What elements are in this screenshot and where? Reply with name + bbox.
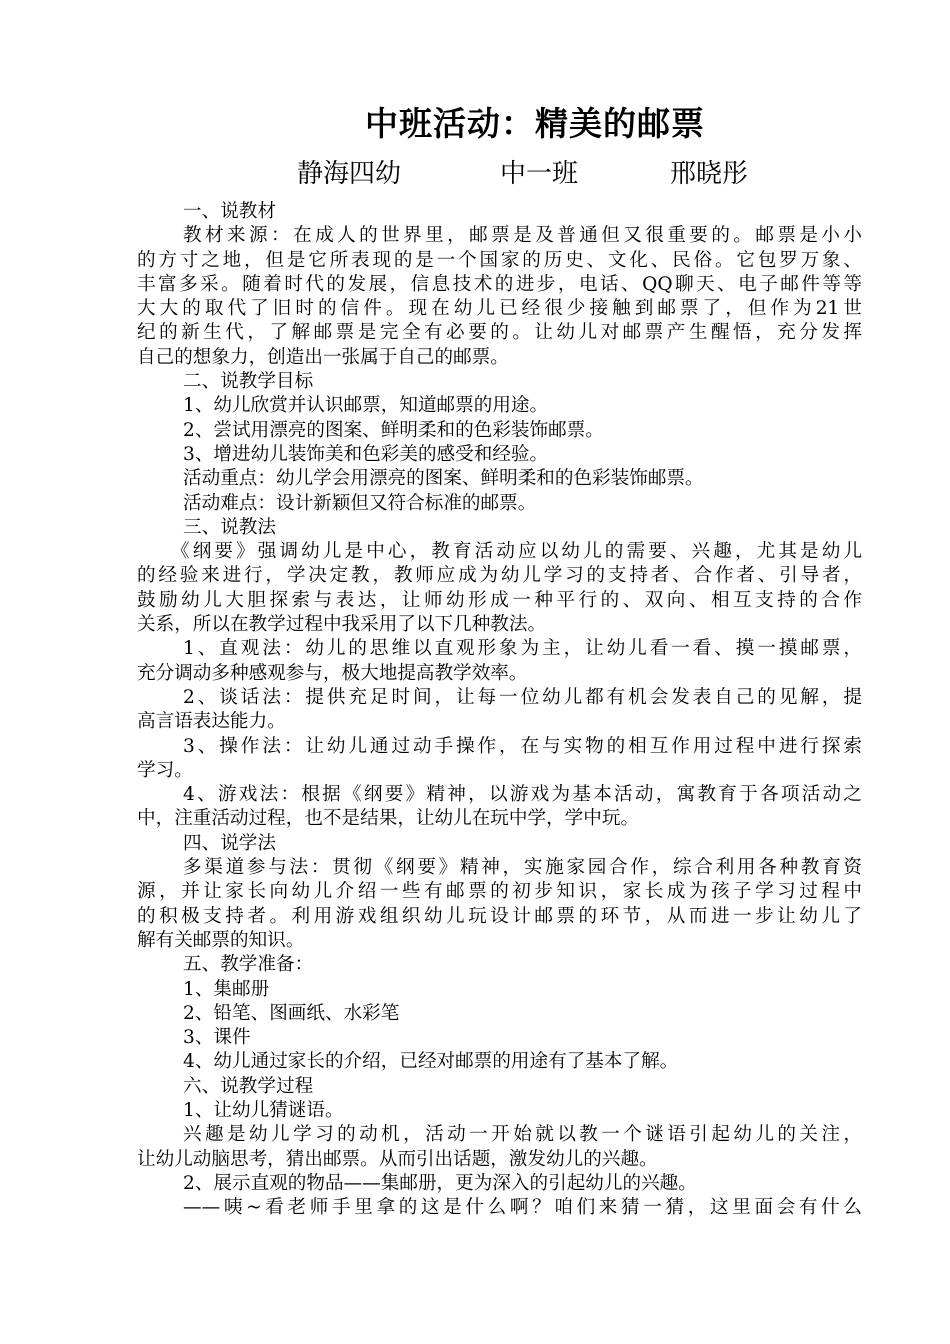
paragraph-line: 教材来源：在成人的世界里，邮票是及普通但又很重要的。邮票是小小 <box>183 225 862 247</box>
paragraph-line: 高言语表达能力。 <box>137 711 286 733</box>
paragraph-line: 4、幼儿通过家长的介绍，已经对邮票的用途有了基本了解。 <box>183 1051 679 1073</box>
paragraph-line: 多渠道参与法：贯彻《纲要》精神，实施家园合作，综合利用各种教育资 <box>183 857 862 879</box>
paragraph-line: 关系，所以在教学过程中我采用了以下几种教法。 <box>137 614 547 636</box>
paragraph-line: 大大的取代了旧时的信件。现在幼儿已经很少接触到邮票了，但作为21世 <box>137 298 862 320</box>
paragraph-line: 四、说学法 <box>183 832 276 854</box>
paragraph-line: 3、增进幼儿装饰美和色彩美的感受和经验。 <box>183 443 549 465</box>
paragraph-line: 1、集邮册 <box>183 978 270 1000</box>
author-class: 中一班 <box>500 159 579 189</box>
paragraph-line: 自己的想象力，创造出一张属于自己的邮票。 <box>137 346 509 368</box>
paragraph-line: 充分调动多种感观参与，极大地提高教学效率。 <box>137 662 528 684</box>
paragraph-line: 活动重点：幼儿学会用漂亮的图案、鲜明柔和的色彩装饰邮票。 <box>183 468 704 490</box>
author-teacher: 邢晓彤 <box>670 159 749 189</box>
paragraph-line: 的经验来进行，学决定教，教师应成为幼儿学习的支持者、合作者、引导者， <box>137 565 862 587</box>
paragraph-line: 纪的新生代，了解邮票是完全有必要的。让幼儿对邮票产生醒悟，充分发挥 <box>137 322 862 344</box>
paragraph-line: 1、让幼儿猜谜语。 <box>183 1099 344 1121</box>
paragraph-line: 1、幼儿欣赏并认识邮票，知道邮票的用途。 <box>183 395 549 417</box>
paragraph-line: 2、展示直观的物品——集邮册，更为深入的引起幼儿的兴趣。 <box>183 1172 697 1194</box>
paragraph-line: 《纲要》强调幼儿是中心，教育活动应以幼儿的需要、兴趣，尤其是幼儿 <box>171 541 862 563</box>
paragraph-line: 的方寸之地，但是它所表现的是一个国家的历史、文化、民俗。它包罗万象、 <box>137 249 862 271</box>
paragraph-line: 五、教学准备： <box>183 954 314 976</box>
paragraph-line: 2、谈话法：提供充足时间，让每一位幼儿都有机会发表自己的见解，提 <box>183 686 862 708</box>
paragraph-line: 一、说教材 <box>183 201 276 222</box>
paragraph-line: 鼓励幼儿大胆探索与表达，让师幼形成一种平行的、双向、相互支持的合作 <box>137 589 862 611</box>
document-title: 中班活动：精美的邮票 <box>365 104 705 143</box>
paragraph-line: 二、说教学目标 <box>183 371 314 393</box>
paragraph-line: 让幼儿动脑思考，猜出邮票。从而引出话题，激发幼儿的兴趣。 <box>137 1148 658 1170</box>
paragraph-line: ——咦~看老师手里拿的这是什么啊？咱们来猜一猜，这里面会有什么 <box>183 1197 862 1219</box>
paragraph-line: 六、说教学过程 <box>183 1075 314 1097</box>
paragraph-line: 2、尝试用漂亮的图案、鲜明柔和的色彩装饰邮票。 <box>183 419 604 441</box>
paragraph-line: 源，并让家长向幼儿介绍一些有邮票的初步知识，家长成为孩子学习过程中 <box>137 881 862 903</box>
document-body <box>137 200 862 1220</box>
paragraph-line: 兴趣是幼儿学习的动机，活动一开始就以教一个谜语引起幼儿的关注， <box>183 1124 862 1146</box>
paragraph-line: 2、铅笔、图画纸、水彩笔 <box>183 1002 400 1024</box>
paragraph-line: 4、游戏法：根据《纲要》精神，以游戏为基本活动，寓教育于各项活动之 <box>183 784 862 806</box>
paragraph-line: 1、直观法：幼儿的思维以直观形象为主，让幼儿看一看、摸一摸邮票， <box>183 638 862 660</box>
paragraph-line: 三、说教法 <box>183 516 276 538</box>
author-school: 静海四幼 <box>297 159 402 189</box>
paragraph-line: 的积极支持者。利用游戏组织幼儿玩设计邮票的环节，从而进一步让幼儿了 <box>137 905 862 927</box>
paragraph-line: 活动难点：设计新颖但又符合标准的邮票。 <box>183 492 537 514</box>
paragraph-line: 3、操作法：让幼儿通过动手操作，在与实物的相互作用过程中进行探索 <box>183 735 862 757</box>
paragraph-line: 解有关邮票的知识。 <box>137 929 305 951</box>
paragraph-line: 学习。 <box>137 759 193 781</box>
paragraph-line: 丰富多采。随着时代的发展，信息技术的进步，电话、QQ聊天、电子邮件等等 <box>137 273 862 295</box>
paragraph-line: 3、课件 <box>183 1027 251 1049</box>
paragraph-line: 中，注重活动过程，也不是结果，让幼儿在玩中学，学中玩。 <box>137 808 640 830</box>
